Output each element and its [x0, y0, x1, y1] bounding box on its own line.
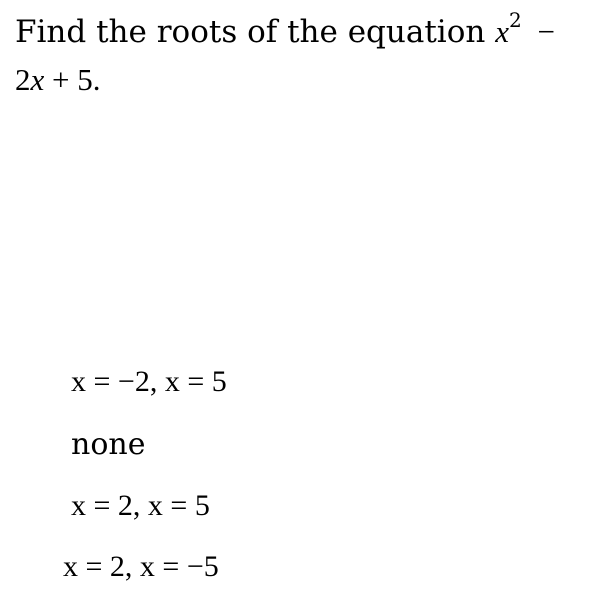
question-minus: −: [537, 14, 556, 49]
answer-option-b[interactable]: none: [71, 427, 146, 462]
answer-option-c[interactable]: x = 2, x = 5: [71, 489, 210, 522]
question-line-1: [15, 8, 600, 56]
question-constant: + 5.: [44, 62, 101, 97]
answer-option-d[interactable]: x = 2, x = −5: [63, 550, 219, 583]
answer-option-a[interactable]: x = −2, x = 5: [71, 365, 227, 398]
question-exponent: 2: [508, 7, 522, 32]
question-text: [15, 8, 600, 104]
question-prefix: Find the roots of the equation: [15, 14, 496, 50]
question-line-2: [15, 56, 600, 104]
question-line2-variable: x: [30, 62, 45, 97]
question-variable: x: [495, 14, 509, 49]
question-coefficient: 2: [15, 62, 31, 97]
